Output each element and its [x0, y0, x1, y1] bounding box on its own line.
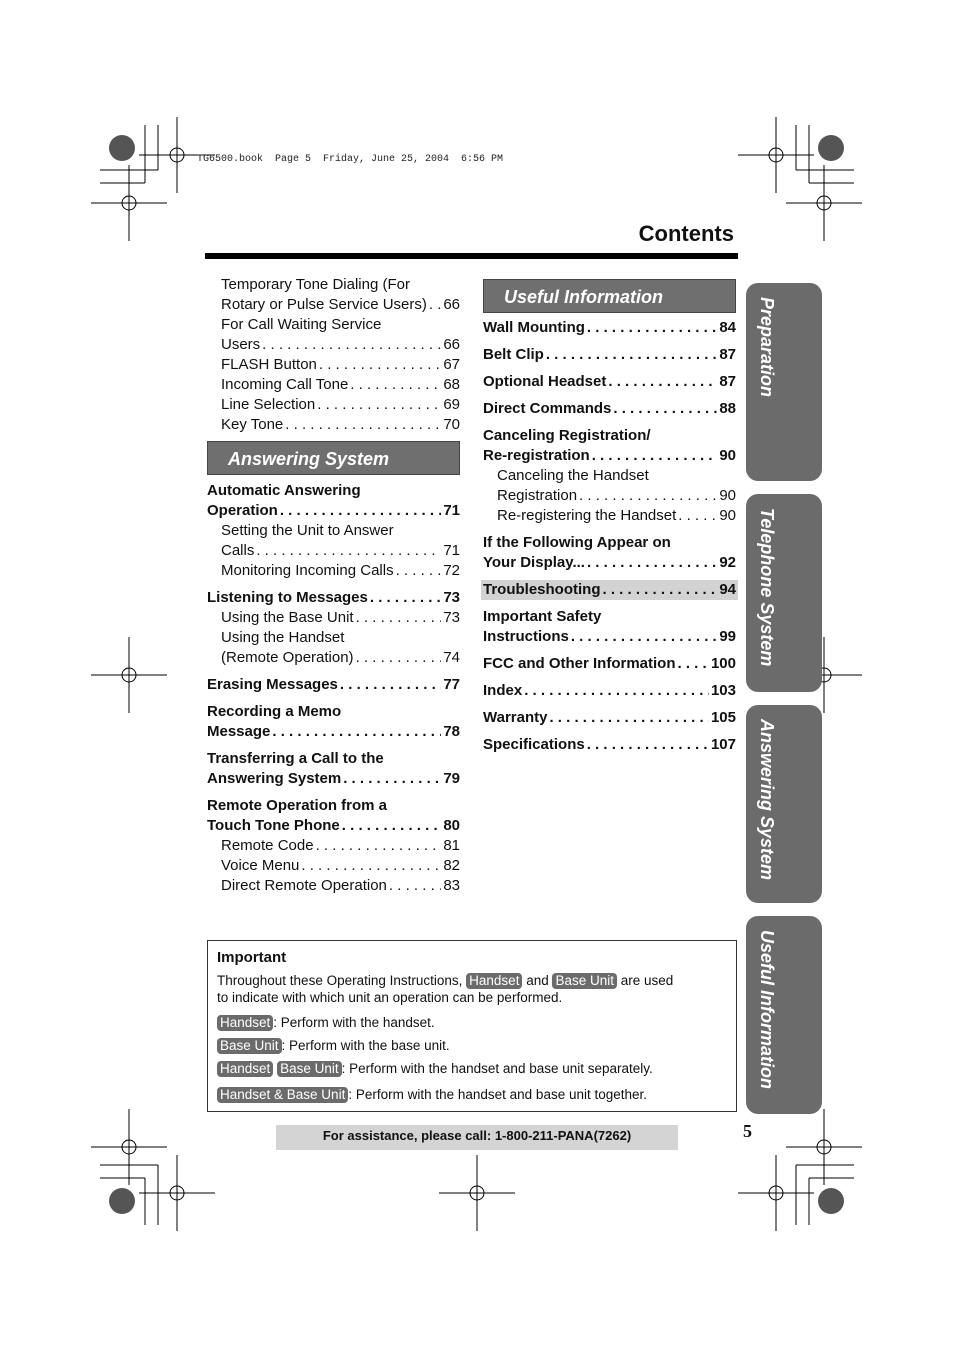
toc-entry-page: 78 — [443, 723, 460, 740]
toc-entry-row — [483, 681, 736, 701]
toc-entry-label: Direct Remote Operation — [221, 877, 387, 894]
color-rosette — [818, 1188, 844, 1214]
toc-entry-label: Belt Clip — [483, 346, 544, 363]
toc-entry-label: Key Tone — [221, 416, 284, 433]
toc-entry-label: Incoming Call Tone — [221, 376, 349, 393]
dot-leader — [396, 561, 442, 581]
toc-entry-label: Calls — [221, 542, 255, 559]
toc-entry-label: Wall Mounting — [483, 319, 585, 336]
dot-leader — [608, 372, 717, 392]
toc-entry-row — [221, 395, 460, 415]
dot-leader — [280, 501, 441, 521]
dot-leader — [316, 836, 442, 856]
toc-entry-label: Operation — [207, 502, 278, 519]
toc-entry-row — [221, 608, 460, 628]
toc-entry-label: Your Display... — [483, 554, 585, 571]
toc-entry-page: 69 — [443, 396, 460, 413]
dot-leader — [603, 580, 718, 600]
toc-entry-label: Listening to Messages — [207, 589, 368, 606]
toc-entry-page: 71 — [443, 542, 460, 559]
toc-entry-line: Canceling Registration/ — [483, 427, 651, 444]
toc-entry-label: Troubleshooting — [483, 581, 601, 598]
toc-entry-row — [221, 375, 460, 395]
dot-leader — [613, 399, 717, 419]
toc-entry-page: 73 — [443, 609, 460, 626]
toc-entry-row — [221, 541, 460, 561]
toc-entry[interactable] — [483, 533, 736, 573]
intro-text: to indicate with which unit an operation can be performed. — [217, 990, 563, 1005]
toc-entry[interactable] — [483, 372, 736, 392]
toc-entry[interactable] — [481, 580, 738, 600]
important-notice — [207, 940, 737, 1112]
toc-entry-row — [207, 769, 460, 789]
toc-entry-line: If the Following Appear on — [483, 534, 671, 551]
toc-entry-page: 68 — [443, 376, 460, 393]
dot-leader — [301, 856, 441, 876]
toc-entry-label: (Remote Operation) — [221, 649, 354, 666]
toc-entry-page: 84 — [719, 319, 736, 336]
toc-entry-page: 79 — [443, 770, 460, 787]
color-rosette — [109, 1188, 135, 1214]
toc-entry-page: 100 — [710, 655, 736, 672]
toc-entry-label: Using the Base Unit — [221, 609, 354, 626]
toc-entry-line: Automatic Answering — [207, 482, 361, 499]
toc-entry-page: 81 — [443, 837, 460, 854]
toc-entry-page: 73 — [443, 589, 460, 606]
tab-label: Answering System — [757, 719, 777, 881]
dot-leader — [256, 541, 441, 561]
toc-entry-label: FCC and Other Information — [483, 655, 676, 672]
toc-entry-line: Important Safety — [483, 608, 602, 625]
dot-leader — [342, 816, 442, 836]
dot-leader — [262, 335, 441, 355]
toc-entry-row — [221, 836, 460, 856]
page-number: 5 — [743, 1121, 752, 1141]
toc-entry[interactable] — [207, 275, 460, 315]
tab-label: Telephone System — [757, 508, 777, 667]
toc-entry-page: 88 — [719, 400, 736, 417]
toc-entry-label: Users — [221, 336, 261, 353]
handset-and-base-chip: Handset & Base Unit — [217, 1087, 348, 1103]
legend-together — [217, 1087, 727, 1103]
toc-entry-label: Answering System — [207, 770, 342, 787]
toc-entry-page: 71 — [443, 502, 460, 519]
toc-entry-page: 67 — [443, 356, 460, 373]
toc-entry-label: FLASH Button — [221, 356, 317, 373]
toc-entry-row — [483, 735, 736, 755]
toc-entry-row — [483, 399, 736, 419]
dot-leader — [571, 627, 717, 647]
toc-entry-label: Index — [483, 682, 523, 699]
toc-left-top-entries — [207, 275, 460, 435]
toc-entry-page: 66 — [443, 336, 460, 353]
toc-entry-line: Canceling the Handset — [497, 467, 649, 484]
toc-entry-page: 87 — [719, 373, 736, 390]
toc-entry[interactable] — [207, 749, 460, 789]
toc-entry-line: Transferring a Call to the — [207, 750, 384, 767]
toc-entry[interactable] — [207, 415, 460, 435]
toc-entry-row — [207, 501, 460, 521]
toc-entry-page: 70 — [443, 416, 460, 433]
toc-entry[interactable] — [207, 588, 460, 608]
toc-right-column — [483, 279, 736, 755]
toc-entry-label: Line Selection — [221, 396, 316, 413]
dot-leader — [587, 553, 717, 573]
important-title: Important — [217, 949, 287, 966]
legend-desc: : Perform with the base unit. — [281, 1038, 450, 1053]
color-rosette — [109, 135, 135, 161]
toc-entry-row — [483, 446, 736, 466]
toc-entry-row — [483, 372, 736, 392]
toc-entry[interactable] — [207, 876, 460, 896]
toc-left-entries — [207, 481, 460, 896]
dot-leader — [587, 735, 709, 755]
dot-leader — [579, 486, 717, 506]
tab-preparation[interactable] — [746, 283, 822, 481]
toc-entry-row — [483, 627, 736, 647]
toc-entry-row — [483, 708, 736, 728]
toc-entry-label: Message — [207, 723, 271, 740]
toc-entry-row — [221, 335, 460, 355]
dot-leader — [370, 588, 441, 608]
toc-entry[interactable] — [207, 375, 460, 395]
toc-entry-label: Re-registration — [483, 447, 590, 464]
toc-entry[interactable] — [483, 607, 736, 647]
toc-entry[interactable] — [483, 426, 736, 466]
toc-entry-label: Registration — [497, 487, 578, 504]
toc-entry-label: Monitoring Incoming Calls — [221, 562, 394, 579]
toc-entry[interactable] — [483, 345, 736, 365]
toc-entry-page: 83 — [443, 877, 460, 894]
toc-entry-label: Rotary or Pulse Service Users) — [221, 296, 427, 313]
toc-entry-row — [221, 856, 460, 876]
toc-entry[interactable] — [207, 315, 460, 355]
toc-entry-line: Using the Handset — [221, 629, 345, 646]
dot-leader — [546, 345, 717, 365]
toc-entry[interactable] — [207, 561, 460, 581]
toc-entry-label: Optional Headset — [483, 373, 607, 390]
toc-entry-page: 74 — [443, 649, 460, 666]
tab-label: Preparation — [757, 297, 777, 398]
toc-entry[interactable] — [483, 708, 736, 728]
toc-entry-page: 80 — [443, 817, 460, 834]
dot-leader — [678, 654, 709, 674]
toc-entry[interactable] — [207, 836, 460, 856]
toc-entry[interactable] — [483, 654, 736, 674]
toc-entry[interactable] — [207, 481, 460, 521]
toc-entry-row — [483, 580, 736, 600]
dot-leader — [592, 446, 718, 466]
toc-entry-row — [497, 506, 736, 526]
color-rosette — [818, 135, 844, 161]
dot-leader — [587, 318, 717, 338]
toc-entry[interactable] — [207, 395, 460, 415]
toc-entry-page: 72 — [443, 562, 460, 579]
toc-entry[interactable] — [207, 796, 460, 836]
tab-useful-information[interactable] — [746, 916, 822, 1114]
toc-entry-label: Re-registering the Handset — [497, 507, 677, 524]
toc-entry-page: 90 — [719, 507, 736, 524]
intro-text: and — [522, 973, 553, 988]
legend-handset — [217, 1015, 727, 1031]
toc-entry-row — [207, 588, 460, 608]
tab-answering-system[interactable] — [746, 705, 822, 903]
dot-leader — [389, 876, 441, 896]
toc-left-column — [207, 275, 460, 896]
toc-entry-row — [483, 318, 736, 338]
toc-entry-row — [207, 722, 460, 742]
toc-right-entries — [483, 318, 736, 755]
toc-entry[interactable] — [483, 318, 736, 338]
toc-entry-row — [221, 648, 460, 668]
toc-entry[interactable] — [207, 675, 460, 695]
toc-entry[interactable] — [207, 521, 460, 561]
toc-entry-row — [483, 654, 736, 674]
toc-entry-page: 66 — [443, 296, 460, 313]
toc-entry[interactable] — [483, 506, 736, 526]
dot-leader — [524, 681, 709, 701]
section-header-useful-information: Useful Information — [483, 279, 736, 313]
dot-leader — [285, 415, 441, 435]
toc-entry-row — [207, 816, 460, 836]
page-title: Contents — [638, 221, 734, 246]
dot-leader — [356, 648, 442, 668]
toc-entry-row — [221, 295, 460, 315]
legend-separate — [217, 1061, 727, 1077]
toc-entry-line: Remote Operation from a — [207, 797, 388, 814]
toc-entry-line: Temporary Tone Dialing (For — [221, 276, 410, 293]
toc-entry-page: 82 — [443, 857, 460, 874]
important-intro — [217, 972, 727, 1006]
section-header-answering-system: Answering System — [207, 441, 460, 475]
toc-entry[interactable] — [483, 399, 736, 419]
toc-entry[interactable] — [207, 702, 460, 742]
toc-entry-label: Remote Code — [221, 837, 314, 854]
toc-entry[interactable] — [483, 735, 736, 755]
toc-entry[interactable] — [483, 681, 736, 701]
toc-entry[interactable] — [483, 466, 736, 506]
toc-entry-page: 107 — [710, 736, 736, 753]
base-unit-chip: Base Unit — [217, 1038, 282, 1054]
toc-entry[interactable] — [207, 628, 460, 668]
legend-desc: : Perform with the handset and base unit together. — [348, 1087, 648, 1102]
toc-entry-row — [207, 675, 460, 695]
toc-entry-page: 103 — [710, 682, 736, 699]
toc-entry-page: 99 — [719, 628, 736, 645]
toc-entry-label: Touch Tone Phone — [207, 817, 340, 834]
toc-entry-line: Recording a Memo — [207, 703, 342, 720]
file-header-meta: TG6500.book Page 5 Friday, June 25, 2004 6:56 PM — [197, 154, 504, 165]
dot-leader — [319, 355, 441, 375]
toc-entry-label: Erasing Messages — [207, 676, 338, 693]
toc-entry-label: Instructions — [483, 628, 569, 645]
toc-entry-row — [483, 553, 736, 573]
toc-entry-label: Warranty — [483, 709, 548, 726]
toc-entry-line: Setting the Unit to Answer — [221, 522, 394, 539]
toc-entry-line: For Call Waiting Service — [221, 316, 382, 333]
dot-leader — [429, 295, 441, 315]
title-rule — [205, 253, 738, 259]
toc-entry-page: 90 — [719, 447, 736, 464]
dot-leader — [350, 375, 441, 395]
dot-leader — [272, 722, 441, 742]
toc-entry-page: 87 — [719, 346, 736, 363]
dot-leader — [549, 708, 709, 728]
dot-leader — [356, 608, 442, 628]
dot-leader — [340, 675, 441, 695]
dot-leader — [317, 395, 441, 415]
assistance-bar: For assistance, please call: 1-800-211-PANA(7262) — [276, 1125, 678, 1150]
toc-entry-row — [497, 486, 736, 506]
toc-entry-row — [483, 345, 736, 365]
legend-desc: : Perform with the handset and base unit separately. — [341, 1061, 653, 1076]
intro-text: are used — [617, 973, 674, 988]
toc-entry-row — [221, 876, 460, 896]
toc-entry[interactable] — [207, 355, 460, 375]
legend-base-unit — [217, 1038, 727, 1054]
toc-entry-page: 105 — [710, 709, 736, 726]
toc-entry-page: 77 — [443, 676, 460, 693]
dot-leader — [343, 769, 441, 789]
dot-leader — [678, 506, 717, 526]
handset-chip: Handset — [217, 1061, 273, 1077]
toc-entry-label: Direct Commands — [483, 400, 612, 417]
toc-entry-row — [221, 355, 460, 375]
legend-desc: : Perform with the handset. — [273, 1015, 435, 1030]
tab-telephone-system[interactable] — [746, 494, 822, 692]
toc-entry[interactable] — [207, 856, 460, 876]
toc-entry-label: Voice Menu — [221, 857, 300, 874]
toc-entry-label: Specifications — [483, 736, 585, 753]
toc-entry-row — [221, 561, 460, 581]
toc-entry-page: 94 — [719, 581, 736, 598]
tab-label: Useful Information — [757, 930, 777, 1090]
base-unit-chip: Base Unit — [277, 1061, 342, 1077]
intro-text: Throughout these Operating Instructions, — [217, 973, 467, 988]
toc-entry-page: 92 — [719, 554, 736, 571]
toc-entry-row — [221, 415, 460, 435]
handset-chip: Handset — [466, 973, 522, 989]
toc-entry-page: 90 — [719, 487, 736, 504]
handset-chip: Handset — [217, 1015, 273, 1031]
base-unit-chip: Base Unit — [552, 973, 617, 989]
toc-entry[interactable] — [207, 608, 460, 628]
